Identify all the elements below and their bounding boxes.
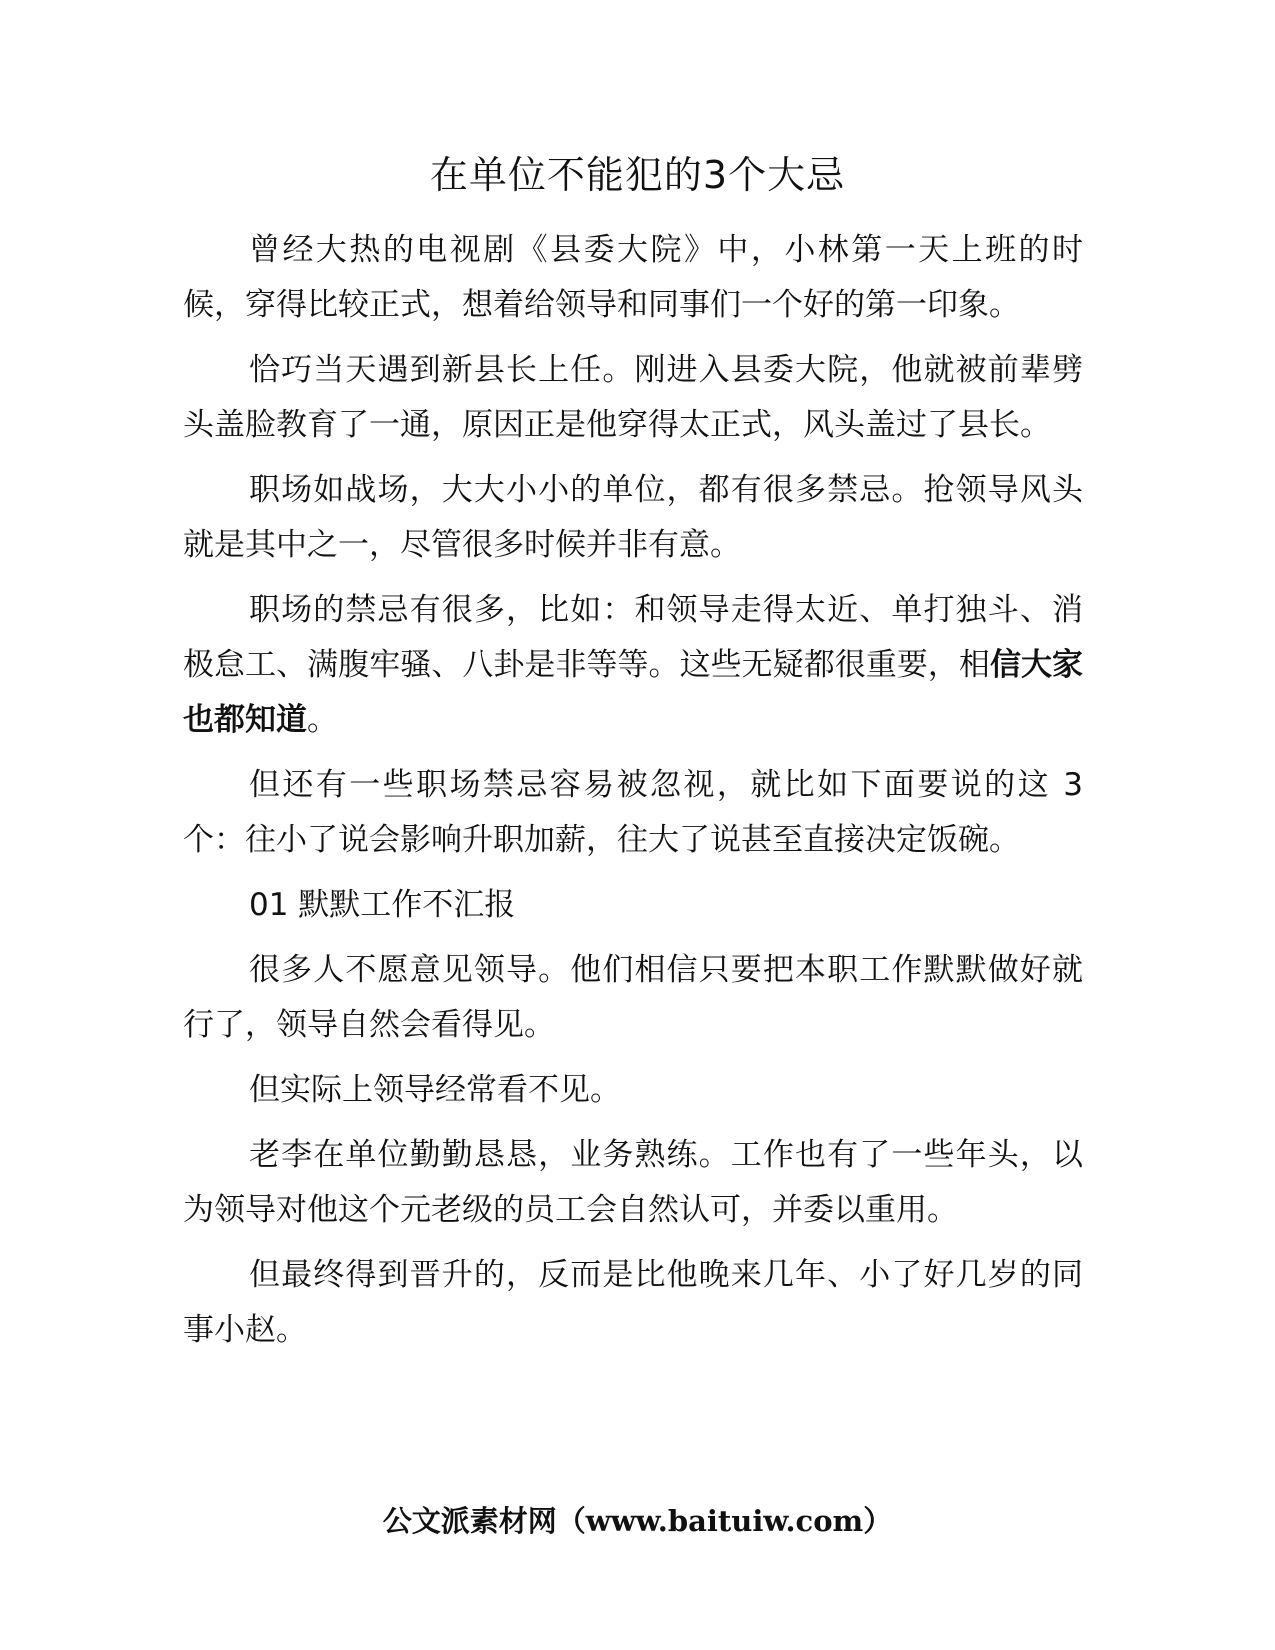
paragraph: 很多人不愿意见领导。他们相信只要把本职工作默默做好就行了，领导自然会看得见。 [183,952,1083,1043]
paragraph-text: 职场的禁忌有很多，比如：和领导走得太近、单打独斗、消极怠工、满腹牢骚、八卦是非等等。这些无疑都很重要，相 [183,592,1083,683]
bold-text: 信大家也都知道 [183,647,1084,738]
paragraph-text-end: 。 [307,702,338,738]
paragraph: 但最终得到晋升的，反而是比他晚来几年、小了好几岁的同事小赵。 [183,1257,1083,1348]
paragraph: 老李在单位勤勤恳恳，业务熟练。工作也有了一些年头，以为领导对他这个元老级的员工会自然认可，并委以重用。 [183,1137,1083,1228]
paragraph: 恰巧当天遇到新县长上任。刚进入县委大院，他就被前辈劈头盖脸教育了一通，原因正是他穿得太正式，风头盖过了县长。 [183,352,1083,443]
footer-source: 公文派素材网（www.baituiw.com） [382,1504,893,1538]
paragraph: 曾经大热的电视剧《县委大院》中，小林第一天上班的时候，穿得比较正式，想着给领导和同事们一个好的第一印象。 [183,232,1083,323]
paragraph: 但实际上领导经常看不见。 [249,1072,621,1108]
paragraph: 职场如战场，大大小小的单位，都有很多禁忌。抢领导风头就是其中之一，尽管很多时候并非有意。 [183,472,1083,563]
page-title: 在单位不能犯的3个大忌 [429,153,846,197]
section-heading: 01 默默工作不汇报 [249,887,516,923]
paragraph: 但还有一些职场禁忌容易被忽视，就比如下面要说的这 3 个：往小了说会影响升职加薪，往大了说甚至直接决定饭碗。 [183,767,1083,858]
paragraph [183,583,1083,748]
article-body [183,223,1083,1368]
